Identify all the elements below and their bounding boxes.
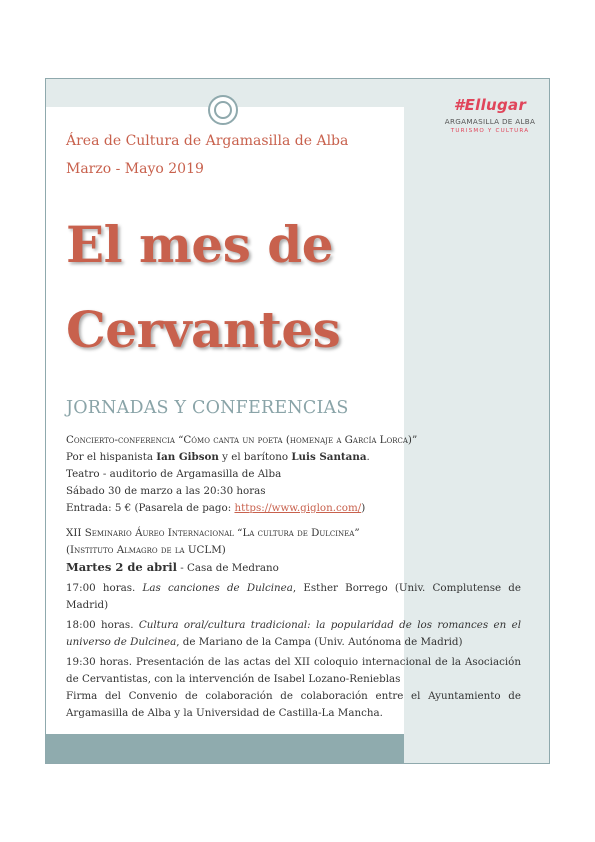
talk-item: 17:00 horas. Las canciones de Dulcinea, Esther Borrego (Univ. Complutense de Madrid) xyxy=(66,582,521,611)
section-heading: JORNADAS Y CONFERENCIAS xyxy=(66,398,349,418)
concert-performers: Por el hispanista Ian Gibson y el barítono Luis Santana. xyxy=(66,451,370,463)
page-title-line-1: El mes de xyxy=(66,215,334,274)
seminar-institute: (Instituto Almagro de la UCLM) xyxy=(66,544,226,556)
program-body xyxy=(66,432,521,722)
concert-venue: Teatro - auditorio de Argamasilla de Alba xyxy=(66,468,282,480)
area-subtitle: Área de Cultura de Argamasilla de Alba xyxy=(66,133,349,149)
concert-datetime: Sábado 30 de marzo a las 20:30 horas xyxy=(66,485,266,497)
performer-name: Ian Gibson xyxy=(156,451,219,463)
talk-item: 18:00 horas. Cultura oral/cultura tradicional: la popularidad de los romances en el universo de Dulcinea, de Mariano de la Campa (Univ. Autónoma de Madrid) xyxy=(66,619,521,648)
seminar-day: Martes 2 de abril - Casa de Medrano xyxy=(66,560,279,574)
logo-line-2: TURISMO Y CULTURA xyxy=(450,128,530,134)
concert-entry: Entrada: 5 € (Pasarela de pago: https://www.giglon.com/) xyxy=(66,502,366,514)
agreement-signing: Firma del Convenio de colaboración de colaboración entre el Ayuntamiento de Argamasilla de Alba y la Universidad de Castilla-La Mancha. xyxy=(66,690,521,719)
ring-ornament-icon xyxy=(208,95,238,125)
concert-heading: Concierto-conferencia “Cómo canta un poeta (homenaje a García Lorca)” xyxy=(66,434,418,446)
logo-mark: #Ellugar xyxy=(453,96,527,114)
logo-line-1: ARGAMASILLA DE ALBA xyxy=(444,117,536,126)
ticket-link[interactable]: https://www.giglon.com/ xyxy=(234,502,362,514)
page-title-line-2: Cervantes xyxy=(66,300,341,359)
talk-item: 19:30 horas. Presentación de las actas del XII coloquio internacional de la Asociación de Cervantistas, con la intervención de Isabel Lozano-Renieblas xyxy=(66,656,521,685)
ellugar-logo xyxy=(440,96,540,134)
seminar-heading: XII Seminario Áureo Internacional “La cultura de Dulcinea” xyxy=(66,527,360,539)
performer-name: Luis Santana xyxy=(291,451,367,463)
date-range: Marzo - Mayo 2019 xyxy=(66,161,204,177)
bottom-band xyxy=(46,734,404,763)
